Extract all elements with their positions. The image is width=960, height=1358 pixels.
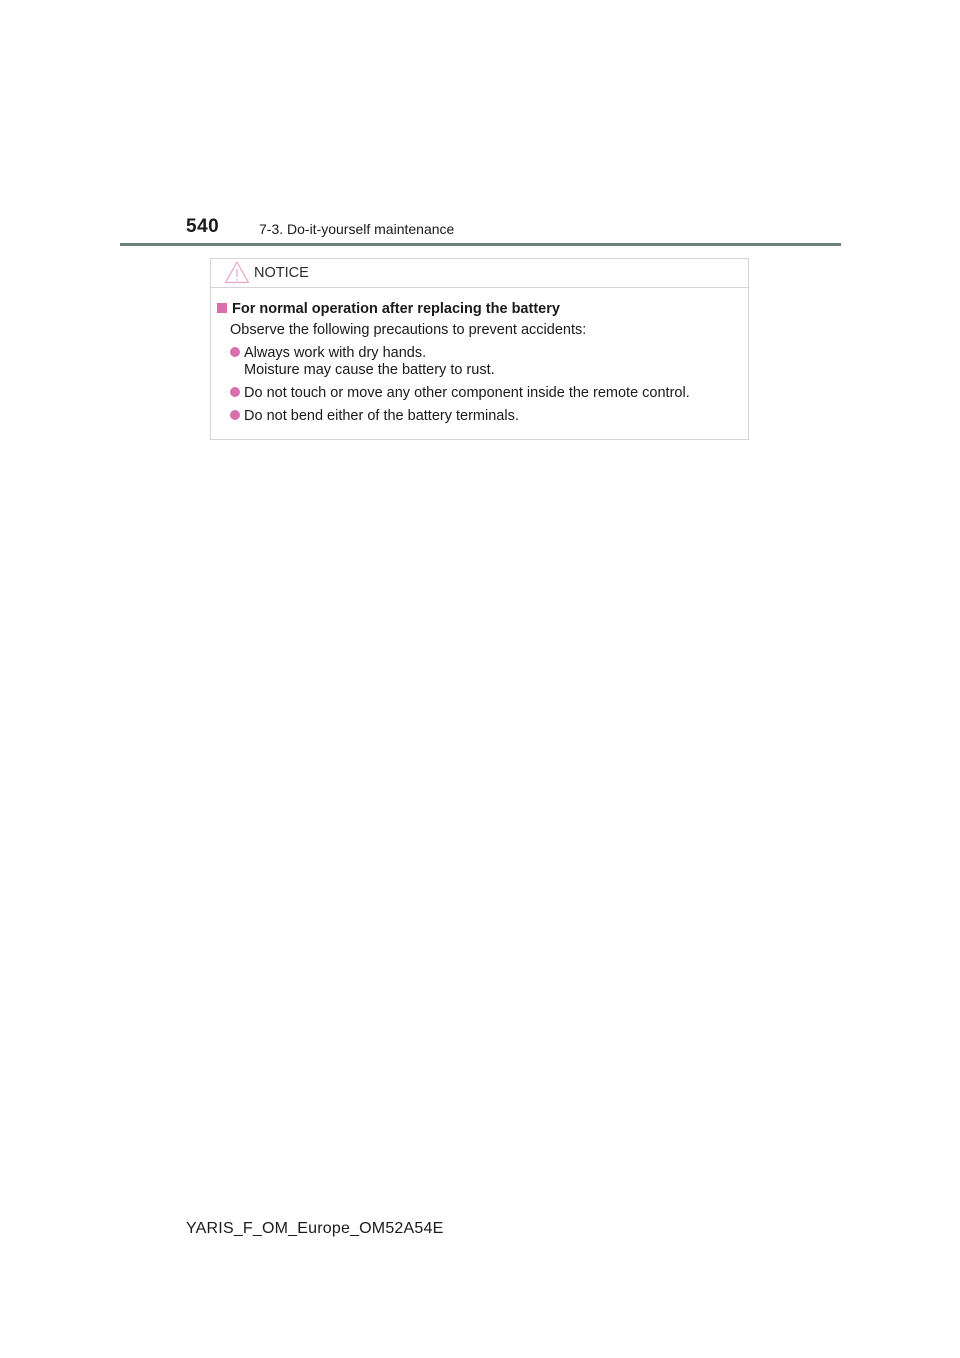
list-item xyxy=(230,408,519,425)
dot-bullet-icon xyxy=(230,387,240,397)
square-bullet-icon xyxy=(217,303,227,313)
list-item-text-continued: Moisture may cause the battery to rust. xyxy=(244,362,495,378)
list-item-text: Always work with dry hands. xyxy=(244,345,427,361)
list-item-text: Do not touch or move any other component inside the remote control. xyxy=(244,385,690,401)
notice-heading-text: For normal operation after replacing the battery xyxy=(232,301,560,317)
list-item xyxy=(230,385,690,402)
dot-bullet-icon xyxy=(230,347,240,357)
header-rule xyxy=(120,243,841,246)
list-item xyxy=(230,345,495,379)
notice-header xyxy=(211,259,748,288)
warning-triangle-icon xyxy=(224,260,250,284)
page-number: 540 xyxy=(186,216,220,237)
notice-heading xyxy=(217,301,560,317)
notice-intro: Observe the following precautions to prevent accidents: xyxy=(230,322,587,338)
notice-box xyxy=(210,258,749,440)
dot-bullet-icon xyxy=(230,410,240,420)
notice-label: NOTICE xyxy=(254,265,309,281)
footer-document-id: YARIS_F_OM_Europe_OM52A54E xyxy=(186,1220,444,1237)
list-item-text: Do not bend either of the battery terminals. xyxy=(244,408,519,424)
section-title: 7-3. Do-it-yourself maintenance xyxy=(259,221,455,237)
